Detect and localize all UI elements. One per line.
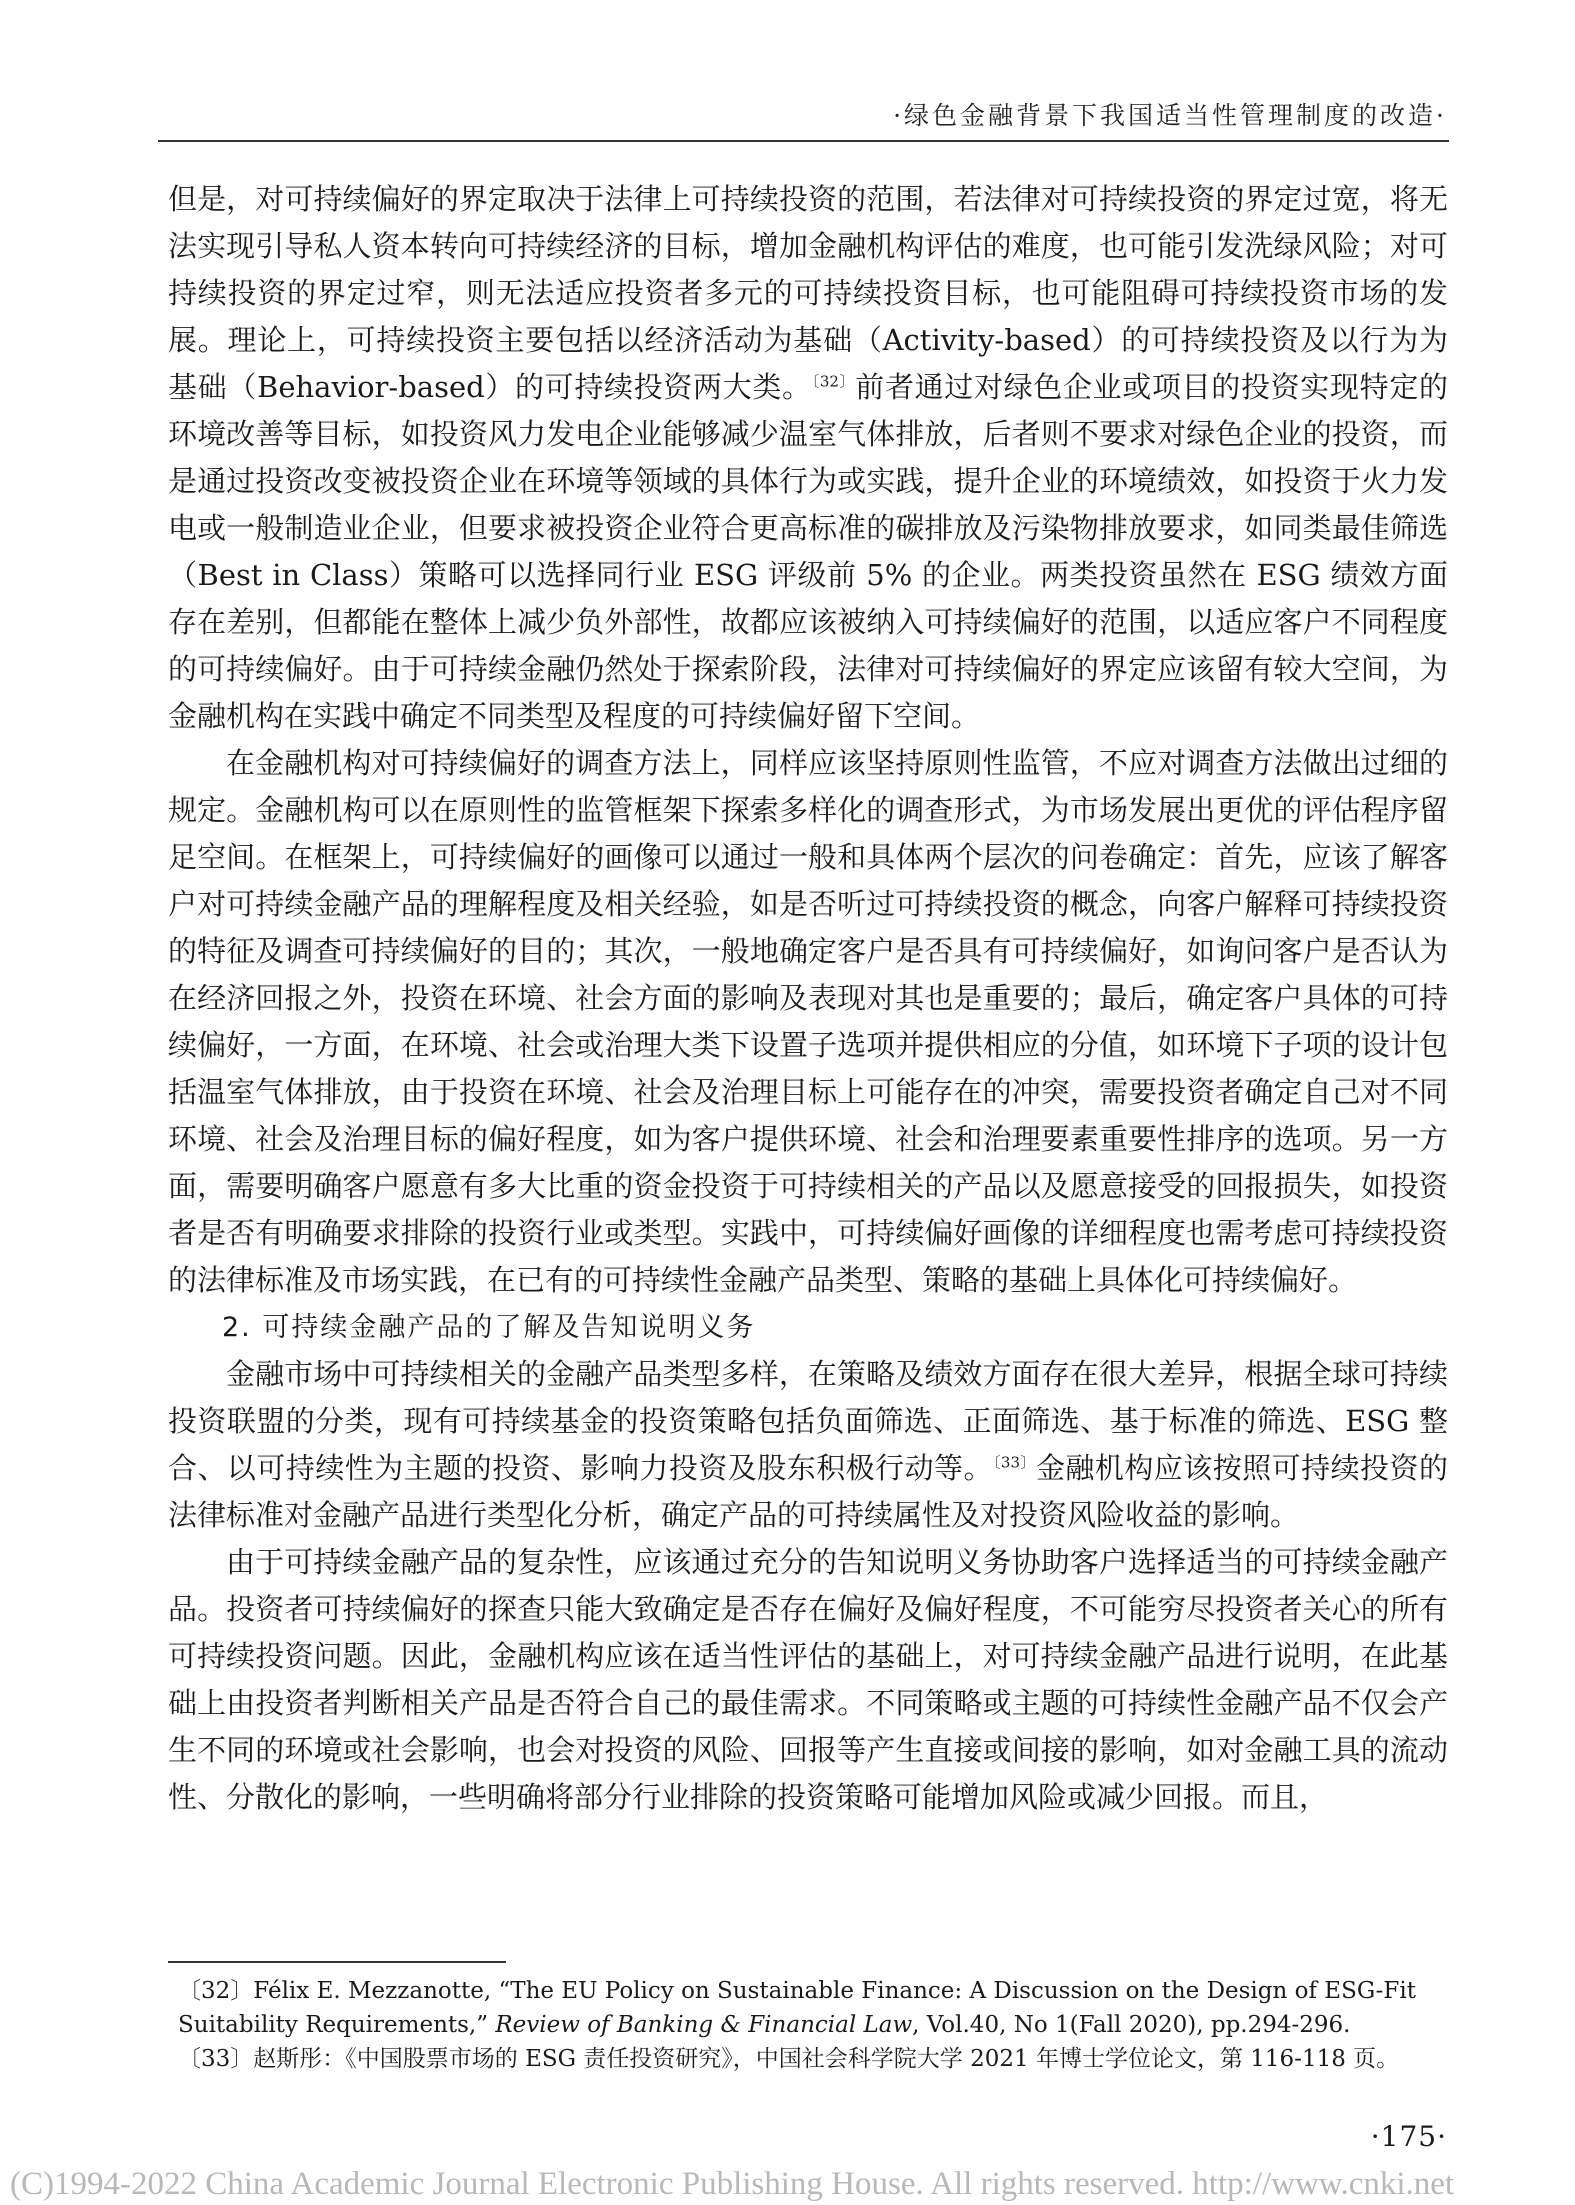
paragraph: 由于可持续金融产品的复杂性，应该通过充分的告知说明义务协助客户选择适当的可持续金融产品。投资者可持续偏好的探查只能大致确定是否存在偏好及偏好程度，不可能穷尽投资者关心的所有可持续投资问题。因此，金融机构应该在适当性评估的基础上，对可持续金融产品进行说明，在此基础上由投资者判断相关产品是否符合自己的最佳需求。不同策略或主题的可持续性金融产品不仅会产生不同的环境或社会影响，也会对投资的风险、回报等产生直接或间接的影响，如对金融工具的流动性、分散化的影响，一些明确将部分行业排除的投资策略可能增加风险或减少回报。而且， [168, 1545, 1448, 1814]
paragraph-text: 金融机构应该按照可持续投资的法律标准对金融产品进行类型化分析，确定产品的可持续属性及对投资风险收益的影响。 [168, 1451, 1448, 1532]
footnote-ref-32[interactable]: 〔32〕 [811, 372, 856, 391]
paragraph-text: 但是，对可持续偏好的界定取决于法律上可持续投资的范围，若法律对可持续投资的界定过宽，将无法实现引导私人资本转向可持续经济的目标，增加金融机构评估的难度，也可能引发洗绿风险；对可持续投资的界定过窄，则无法适应投资者多元的可持续投资目标，也可能阻碍可持续投资市场的发展。理论上，可持续投资主要包括以经济活动为基础（Activity-based）的可持续投资及以行为为基础（Behavior-based）的可持续投资两大类。 [168, 182, 1448, 404]
running-header: ·绿色金融背景下我国适当性管理制度的改造· [893, 101, 1447, 130]
paragraph: 在金融机构对可持续偏好的调查方法上，同样应该坚持原则性监管，不应对调查方法做出过细的规定。金融机构可以在原则性的监管框架下探索多样化的调查形式，为市场发展出更优的评估程序留足空间。在框架上，可持续偏好的画像可以通过一般和具体两个层次的问卷确定：首先，应该了解客户对可持续金融产品的理解程度及相关经验，如是否听过可持续投资的概念，向客户解释可持续投资的特征及调查可持续偏好的目的；其次，一般地确定客户是否具有可持续偏好，如询问客户是否认为在经济回报之外，投资在环境、社会方面的影响及表现对其也是重要的；最后，确定客户具体的可持续偏好，一方面，在环境、社会或治理大类下设置子选项并提供相应的分值，如环境下子项的设计包括温室气体排放，由于投资在环境、社会及治理目标上可能存在的冲突，需要投资者确定自己对不同环境、社会及治理目标的偏好程度，如为客户提供环境、社会和治理要素重要性排序的选项。另一方面，需要明确客户愿意有多大比重的资金投资于可持续相关的产品以及愿意接受的回报损失，如投资者是否有明确要求排除的投资行业或类型。实践中，可持续偏好画像的详细程度也需考虑可持续投资的法律标准及市场实践，在已有的可持续性金融产品类型、策略的基础上具体化可持续偏好。 [168, 746, 1448, 1297]
footnote-ref-33[interactable]: 〔33〕 [992, 1453, 1036, 1472]
copyright-watermark: (C)1994-2022 China Academic Journal Electronic Publishing House. All rights reserved. http://www.cnki.net [10, 2166, 1455, 2202]
footnote-text: , Vol.40, No 1(Fall 2020), pp.294-296. [912, 2012, 1351, 2038]
body-text [168, 176, 1448, 1821]
page-number: ·175· [1370, 2120, 1447, 2153]
section-heading: 2. 可持续金融产品的了解及告知说明义务 [222, 1312, 756, 1343]
paragraph-text: 前者通过对绿色企业或项目的投资实现特定的环境改善等目标，如投资风力发电企业能够减少温室气体排放，后者则不要求对绿色企业的投资，而是通过投资改变被投资企业在环境等领域的具体行为或实践，提升企业的环境绩效，如投资于火力发电或一般制造业企业，但要求被投资企业符合更高标准的碳排放及污染物排放要求，如同类最佳筛选（Best in Class）策略可以选择同行业 ESG 评级前 5% 的企业。两类投资虽然在 ESG 绩效方面存在差别，但都能在整体上减少负外部性，故都应该被纳入可持续偏好的范围，以适应客户不同程度的可持续偏好。由于可持续金融仍然处于探索阶段，法律对可持续偏好的界定应该留有较大空间，为金融机构在实践中确定不同类型及程度的可持续偏好留下空间。 [168, 370, 1448, 733]
footnotes [168, 1974, 1448, 2076]
paragraph [168, 1351, 1448, 1539]
footnote-33: 〔33〕赵斯彤：《中国股票市场的 ESG 责任投资研究》，中国社会科学院大学 2021 年博士学位论文，第 116-118 页。 [178, 2046, 1400, 2072]
footnote-rule [168, 1961, 506, 1963]
footnote-journal: Review of Banking & Financial Law [495, 2012, 913, 2038]
paragraph-text: 金融市场中可持续相关的金融产品类型多样，在策略及绩效方面存在很大差异，根据全球可持续投资联盟的分类，现有可持续基金的投资策略包括负面筛选、正面筛选、基于标准的筛选、ESG 整合、以可持续性为主题的投资、影响力投资及股东积极行动等。 [168, 1357, 1448, 1485]
footnote-32 [168, 1974, 1448, 2042]
footnote-text: 〔32〕Félix E. Mezzanotte, “The EU Policy on Sustainable Finance: A Discussion on the Design of ESG-Fit Suitability Requirements,” [178, 1978, 1416, 2038]
paragraph [168, 176, 1448, 740]
header-rule [158, 140, 1449, 142]
